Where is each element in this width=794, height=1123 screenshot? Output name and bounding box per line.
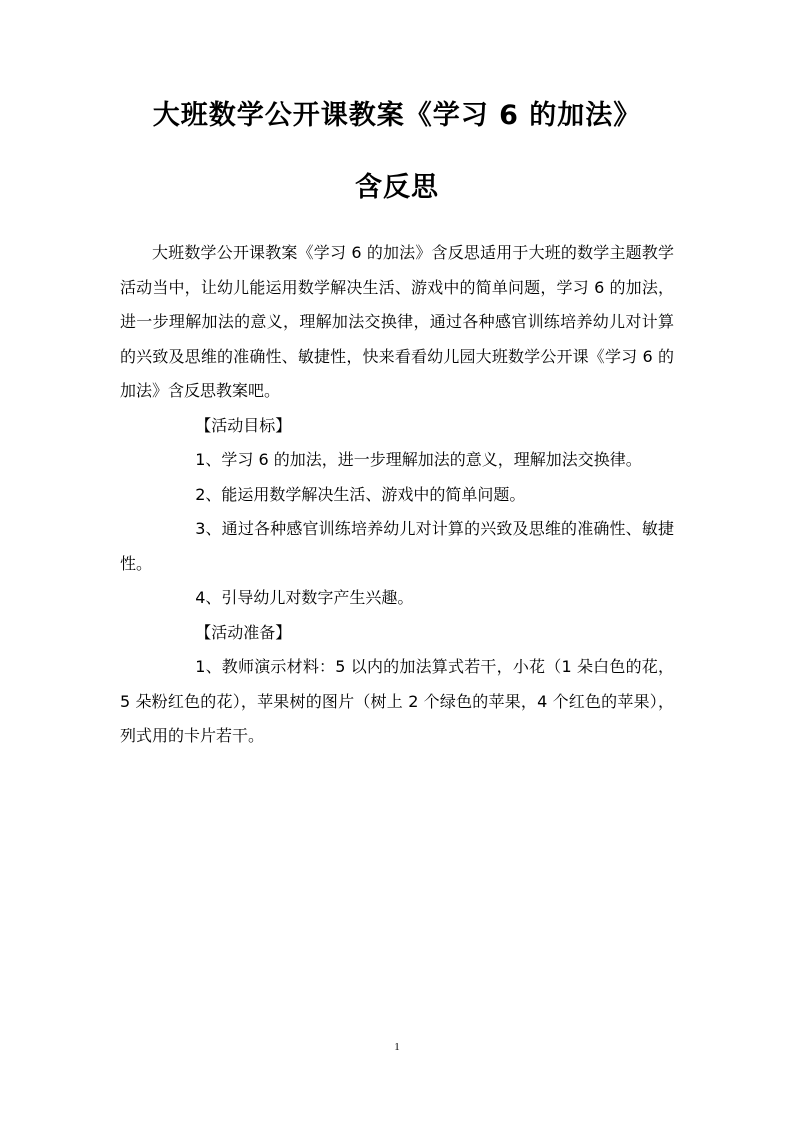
- goal-item-2: 2、能运用数学解决生活、游戏中的简单问题。: [195, 484, 526, 504]
- document-body: [120, 236, 674, 754]
- goal-item-3: 3、通过各种感官训练培养幼儿对计算的兴致及思维的准确性、敏捷性。: [120, 519, 674, 573]
- page-number: 1: [394, 1041, 400, 1053]
- goal-item-4: 4、引导幼儿对数字产生兴趣。: [195, 588, 414, 607]
- prep-heading: 【活动准备】: [195, 622, 292, 642]
- intro-paragraph: 大班数学公开课教案《学习 6 的加法》含反思适用于大班的数学主题教学活动当中，让幼儿能运用数学解决生活、游戏中的简单问题，学习 6 的加法，进一步理解加法的意义，理解加法交换律，通过各种感官训练培养幼儿对计算的兴致及思维的准确性、敏捷性，快来看看幼儿园大班数学公开课《学习 6 的加法》含反思教案吧。: [120, 243, 674, 400]
- document-title-line-1: 大班数学公开课教案《学习 6 的加法》: [152, 100, 642, 131]
- goals-heading: 【活动目标】: [195, 415, 292, 435]
- document-title-line-2: 含反思: [355, 172, 439, 203]
- goal-item-1: 1、学习 6 的加法，进一步理解加法的意义，理解加法交换律。: [195, 450, 642, 469]
- prep-item-1: 1、教师演示材料：5 以内的加法算式若干，小花（1 朵白色的花，5 朵粉红色的花），苹果树的图片（树上 2 个绿色的苹果，4 个红色的苹果），列式用的卡片若干。: [120, 657, 674, 745]
